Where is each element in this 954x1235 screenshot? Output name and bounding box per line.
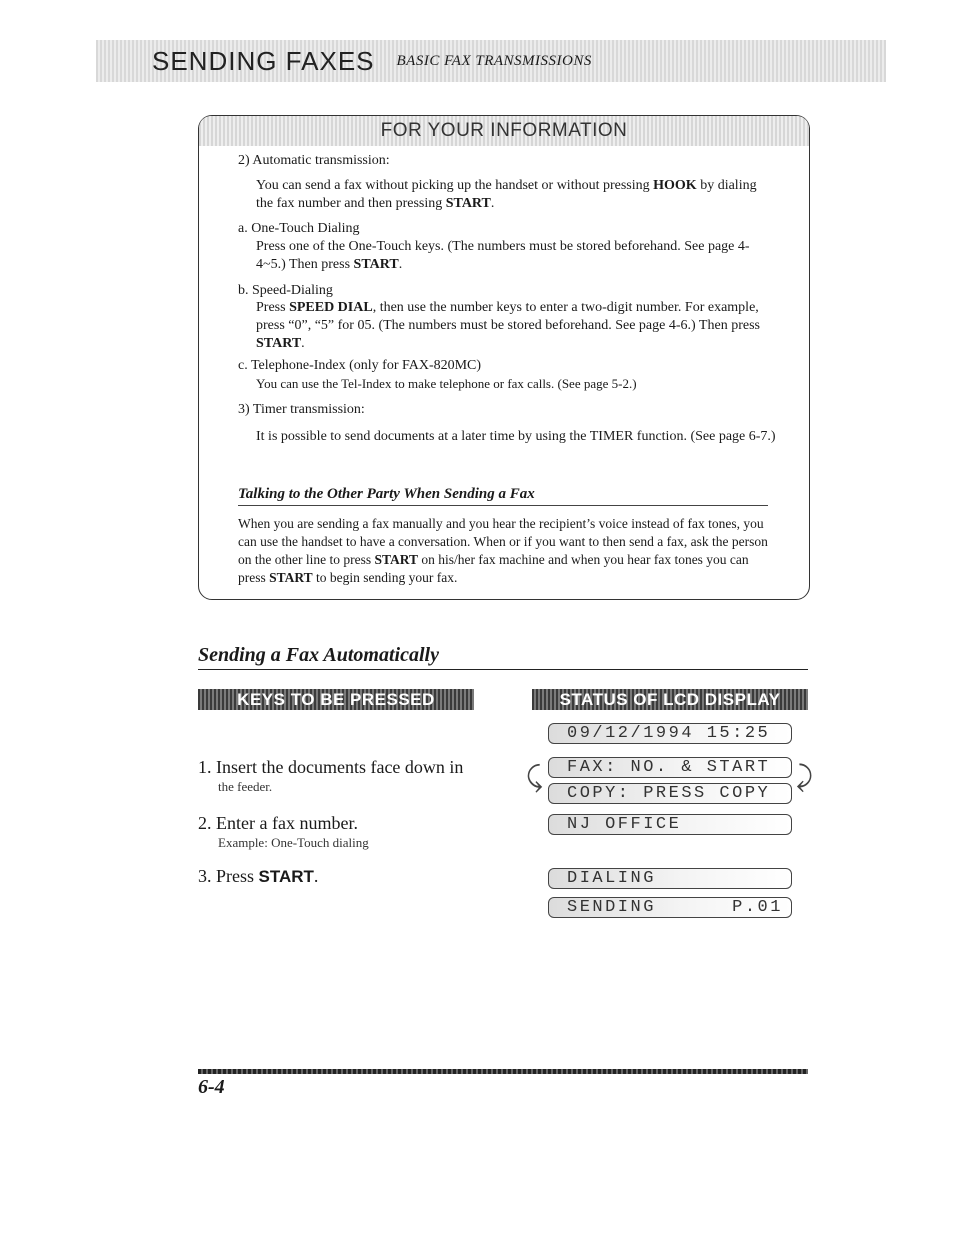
page-header bbox=[96, 40, 886, 82]
lcd-destination: NJ OFFICE bbox=[548, 814, 792, 835]
step-2: 2. Enter a fax number. bbox=[198, 813, 358, 833]
section-title: Sending a Fax Automatically bbox=[198, 644, 808, 670]
page-number: 6-4 bbox=[198, 1076, 225, 1098]
timer-text: It is possible to send documents at a later time by using the TIMER function. (See page 6-7.) bbox=[256, 429, 776, 444]
step-2-note: Example: One-Touch dialing bbox=[218, 835, 369, 850]
item2-heading: 2) Automatic transmission: bbox=[238, 153, 390, 168]
right-alternating-bracket-icon: ⤸ bbox=[796, 760, 813, 793]
footer-rule bbox=[198, 1069, 808, 1074]
talking-heading: Talking to the Other Party When Sending a Fax bbox=[238, 486, 768, 506]
tel-index-heading: c. Telephone-Index (only for FAX-820MC) bbox=[238, 358, 482, 373]
info-title-bar bbox=[199, 116, 809, 146]
lcd-status-label: STATUS OF LCD DISPLAY bbox=[532, 689, 808, 710]
speed-dial-text: Press SPEED DIAL, then use the number keys to enter a two-digit number. For example, press “0”, “5” for 05. (The numbers must be stored beforehand. See page 4-6.) Then press START. bbox=[256, 300, 760, 351]
chapter-subtitle: BASIC FAX TRANSMISSIONS bbox=[396, 52, 592, 69]
chapter-title: SENDING FAXES bbox=[152, 45, 375, 76]
one-touch-text: Press one of the One-Touch keys. (The numbers must be stored beforehand. See page 4-4~5.) Then press START. bbox=[256, 239, 750, 272]
one-touch-heading: a. One-Touch Dialing bbox=[238, 221, 360, 236]
lcd-fax-prompt: FAX: NO. & START bbox=[548, 757, 792, 778]
lcd-dialing: DIALING bbox=[548, 868, 792, 889]
lcd-datetime: 09/12/1994 15:25 bbox=[548, 723, 792, 744]
speed-dial-heading: b. Speed-Dialing bbox=[238, 283, 333, 298]
step-1: 1. Insert the documents face down in bbox=[198, 757, 464, 777]
timer-heading: 3) Timer transmission: bbox=[238, 402, 365, 417]
lcd-copy-prompt: COPY: PRESS COPY bbox=[548, 783, 792, 804]
info-title: FOR YOUR INFORMATION bbox=[380, 120, 628, 141]
talking-text: When you are sending a fax manually and you hear the recipient’s voice instead of fax tones, you can use the handset to have a conversation. When or if you want to then send a fax, ask the person on the other line to press START on his/her fax machine and when you hear fax tones you can press START to begin sending your fax. bbox=[238, 516, 768, 585]
step-1-note: the feeder. bbox=[218, 779, 273, 794]
step-3: 3. Press START. bbox=[198, 866, 319, 886]
left-alternating-bracket-icon: ⤹ bbox=[526, 760, 543, 793]
keys-to-be-pressed-label: KEYS TO BE PRESSED bbox=[198, 689, 474, 710]
item2-text: You can send a fax without picking up the handset or without pressing HOOK by dialing the fax number and then pressing START. bbox=[256, 178, 757, 211]
lcd-sending: SENDING P.01 bbox=[548, 897, 792, 918]
tel-index-text: You can use the Tel-Index to make telephone or fax calls. (See page 5-2.) bbox=[256, 376, 637, 391]
